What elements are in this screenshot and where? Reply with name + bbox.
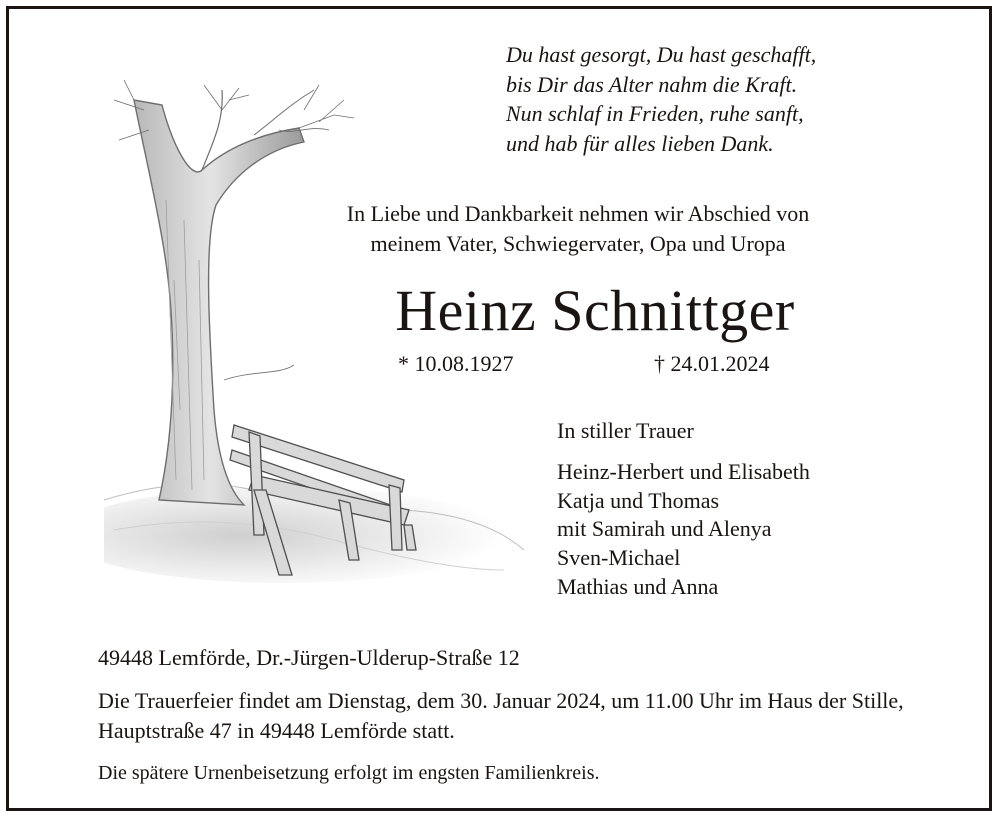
poem-line: bis Dir das Alter nahm die Kraft. (506, 71, 798, 97)
mourner-entry: Sven-Michael (557, 545, 681, 571)
mourning-heading: In stiller Trauer (557, 418, 694, 443)
mourner-entry: mit Samirah und Alenya (557, 516, 772, 542)
mourner-entry: Heinz-Herbert und Elisabeth (557, 459, 810, 484)
farewell-intro (300, 199, 856, 259)
mourners-list (557, 458, 810, 602)
intro-line: In Liebe und Dankbarkeit nehmen wir Abschied von (346, 201, 810, 226)
mourner-entry: Katja und Thomas (557, 487, 720, 513)
deceased-name: Heinz Schnittger (395, 278, 795, 343)
urn-burial-notice: Die spätere Urnenbeisetzung erfolgt im engsten Familienkreis. (98, 762, 600, 784)
intro-line: meinem Vater, Schwiegervater, Opa und Uropa (370, 231, 786, 256)
birth-date: * 10.08.1927 (398, 351, 514, 376)
poem-line: und hab für alles lieben Dank. (506, 130, 774, 156)
poem-line: Nun schlaf in Frieden, ruhe sanft, (506, 101, 804, 126)
death-date: † 24.01.2024 (654, 351, 770, 376)
funeral-ceremony-notice: Die Trauerfeier findet am Dienstag, dem 30. Januar 2024, um 11.00 Uhr im Haus der Stille, Hauptstraße 47 in 49448 Lemförde statt. (98, 688, 904, 743)
mourner-entry: Mathias und Anna (557, 573, 719, 599)
poem (506, 40, 816, 158)
poem-line: Du hast gesorgt, Du hast geschafft, (506, 42, 817, 67)
family-address: 49448 Lemförde, Dr.-Jürgen-Ulderup-Straße 12 (98, 645, 520, 670)
